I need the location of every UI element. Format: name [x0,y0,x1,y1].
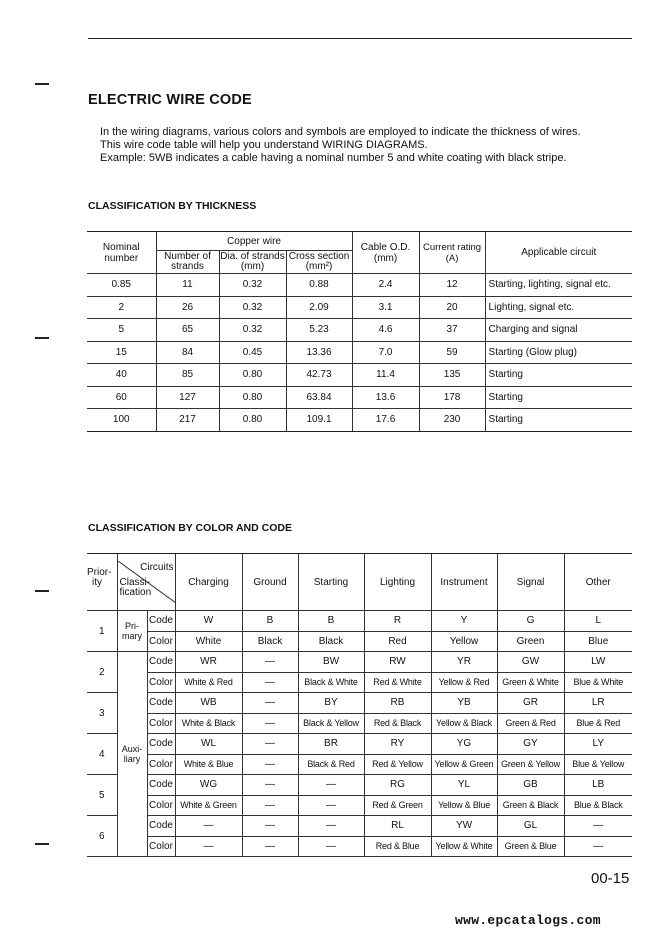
table-row: 2 Auxi- liary Code WR — BW RW YR GW LW [87,652,632,673]
column-header: Ground [242,554,298,611]
page-number: 00-15 [591,870,630,887]
table-row: Color White Black Black Red Yellow Green Blue [87,631,632,652]
thickness-section-title: CLASSIFICATION BY THICKNESS [88,200,257,212]
header-current-rating: Current rating (A) [419,232,485,274]
intro-line: Example: 5WB indicates a cable having a nominal number 5 and white coating with black stripe. [100,152,567,164]
primary-label: Pri- mary [117,611,147,652]
top-rule [88,38,632,39]
table-row: Color White & Red — Black & White Red & White Yellow & Red Green & White Blue & White [87,672,632,693]
column-header: Instrument [431,554,497,611]
table-row: 40 85 0.80 42.73 11.4 135 Starting [87,364,632,387]
table-row: 6 Code — — — RL YW GL — [87,816,632,837]
table-row: Color White & Green — — Red & Green Yellow & Blue Green & Black Blue & Black [87,795,632,816]
auxiliary-label: Auxi- liary [117,652,147,857]
table-row: 3 Code WB — BY RB YB GR LR [87,693,632,714]
header-priority: Prior- ity [87,554,117,611]
priority-cell: 5 [87,775,117,816]
priority-cell: 4 [87,734,117,775]
priority-cell: 3 [87,693,117,734]
table-row: Color — — — Red & Blue Yellow & White Green & Blue — [87,836,632,857]
column-header: Other [564,554,632,611]
header-copper-wire: Copper wire [156,232,352,251]
header-applicable-circuit: Applicable circuit [485,232,632,274]
header-strands: Number of strands [156,251,219,274]
intro-line: In the wiring diagrams, various colors and symbols are employed to indicate the thickness of wires. [100,126,581,138]
column-header: Starting [298,554,364,611]
table-row: Color White & Blue — Black & Red Red & Yellow Yellow & Green Green & Yellow Blue & Yellow [87,754,632,775]
header-cable-od: Cable O.D. (mm) [352,232,419,274]
table-row: 1 Pri- mary Code W B B R Y G L [87,611,632,632]
binding-mark [35,843,49,845]
color-code-table [87,553,632,857]
priority-cell: 2 [87,652,117,693]
table-row: 0.85 11 0.32 0.88 2.4 12 Starting, lighting, signal etc. [87,274,632,297]
table-row: 15 84 0.45 13.36 7.0 59 Starting (Glow plug) [87,341,632,364]
header-cross-section: Cross section (mm²) [286,251,352,274]
priority-cell: 6 [87,816,117,857]
priority-cell: 1 [87,611,117,652]
binding-mark [35,590,49,592]
column-header: Charging [175,554,242,611]
binding-mark [35,337,49,339]
color-section-title: CLASSIFICATION BY COLOR AND CODE [88,522,292,534]
page-title: ELECTRIC WIRE CODE [88,92,252,108]
table-row: 2 26 0.32 2.09 3.1 20 Lighting, signal etc. [87,296,632,319]
header-circuits-classification: Circuits Classi- fication [117,554,175,611]
header-dia: Dia. of strands (mm) [220,251,285,272]
binding-mark [35,83,49,85]
column-header: Lighting [364,554,431,611]
column-header: Signal [497,554,564,611]
table-row: 100 217 0.80 109.1 17.6 230 Starting [87,409,632,432]
table-row: 4 Code WL — BR RY YG GY LY [87,734,632,755]
thickness-table [87,231,632,432]
table-row: 60 127 0.80 63.84 13.6 178 Starting [87,386,632,409]
table-row: 5 65 0.32 5.23 4.6 37 Charging and signal [87,319,632,342]
table-row: Color White & Black — Black & Yellow Red & Black Yellow & Black Green & Red Blue & Red [87,713,632,734]
header-nominal: Nominal number [87,232,156,274]
intro-line: This wire code table will help you understand WIRING DIAGRAMS. [100,139,428,151]
table-row: 5 Code WG — — RG YL GB LB [87,775,632,796]
website-watermark[interactable]: www.epcatalogs.com [455,913,601,928]
intro-paragraph [100,126,581,165]
